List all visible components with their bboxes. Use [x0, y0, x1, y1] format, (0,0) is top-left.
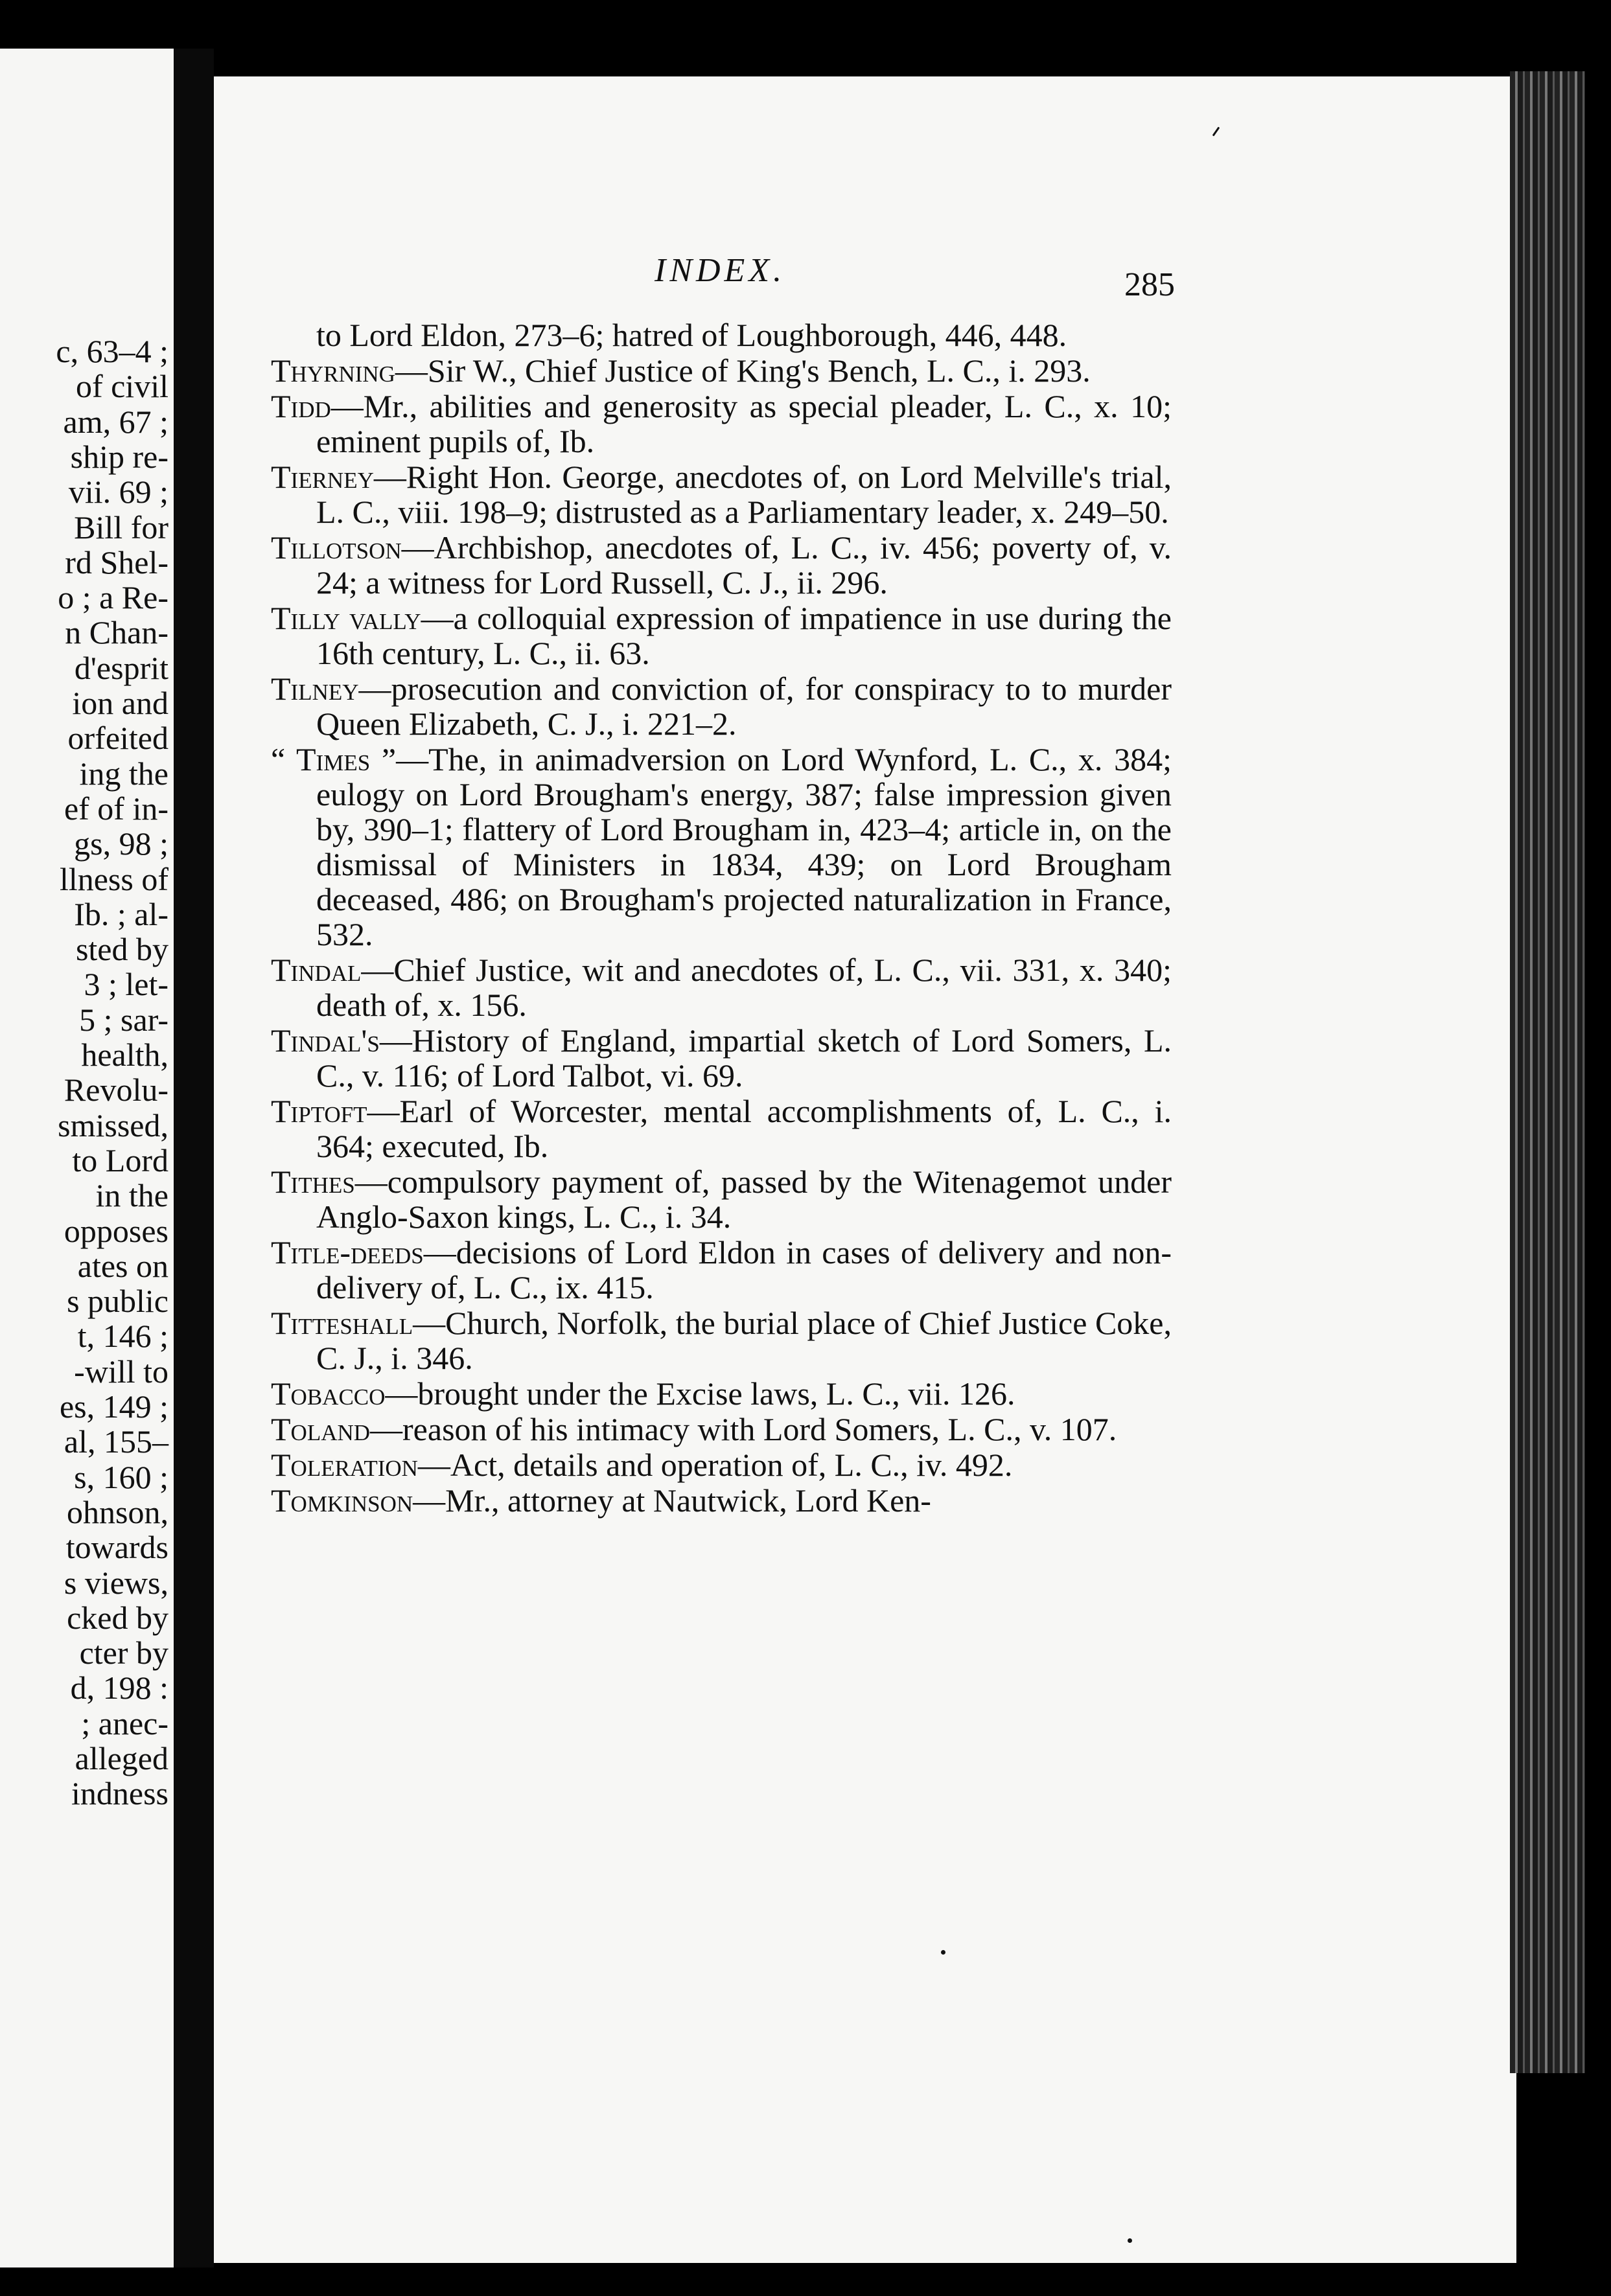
page-number: 285 — [1124, 266, 1175, 303]
entry-text: —Mr., abilities and generosity as special pleader, L. C., x. 10; eminent pupils of, Ib. — [316, 388, 1172, 459]
entry-headword: Title-deeds — [271, 1234, 424, 1270]
facing-page-line: o ; a Re- — [58, 579, 168, 616]
facing-page-line: d, 198 : — [70, 1670, 168, 1706]
entry-headword: Tobacco — [271, 1375, 386, 1412]
index-entry — [271, 1305, 1172, 1375]
index-entry — [271, 601, 1172, 671]
index-entry — [271, 1412, 1172, 1447]
facing-page-line: ef of in- — [64, 790, 168, 827]
entry-text: —Mr., attorney at Nautwick, Lord Ken- — [413, 1482, 931, 1519]
entry-text: —reason of his intimacy with Lord Somers, L. C., v. 107. — [370, 1411, 1117, 1447]
index-entry — [271, 389, 1172, 459]
print-speck — [941, 1950, 945, 1955]
facing-page-line: n Chan- — [65, 614, 168, 651]
print-speck — [1128, 2238, 1132, 2243]
entry-text: —Act, details and operation of, L. C., iv. 492. — [417, 1447, 1013, 1483]
facing-page-line: orfeited — [67, 720, 168, 757]
entry-headword: “ Times ” — [271, 741, 397, 777]
entry-headword: Thyrning — [271, 352, 395, 389]
entry-headword: Tierney — [271, 459, 374, 495]
facing-page-line: vii. 69 ; — [68, 474, 168, 511]
entry-text: —The, in animadversion on Lord Wynford, L. C., x. 384; eulogy on Lord Brougham's energy, 387; false impression given by, 390–1; flattery of Lord Brougham in, 423–4; article in, on the dismissal of Ministers in 1834, 439; on Lord Brougham deceased, 486; on Brougham's projected naturalization in France, 532. — [316, 741, 1172, 952]
facing-page-line: ion and — [72, 685, 168, 721]
book-gutter — [174, 49, 214, 2267]
entry-text: —a colloquial expression of impatience in use during the 16th century, L. C., ii. 63. — [316, 600, 1172, 671]
facing-page-line: s, 160 ; — [74, 1458, 168, 1495]
facing-page-line: health, — [81, 1037, 168, 1073]
entry-text: —brought under the Excise laws, L. C., vii. 126. — [385, 1375, 1015, 1412]
facing-page-line: gs, 98 ; — [74, 825, 168, 862]
facing-page-line: al, 155– — [64, 1423, 168, 1460]
facing-page-line: Revolu- — [64, 1072, 168, 1108]
entry-text: —Earl of Worcester, mental accomplishments of, L. C., i. 364; executed, Ib. — [316, 1093, 1172, 1164]
entry-text: to Lord Eldon, 273–6; hatred of Loughborough, 446, 448. — [316, 317, 1067, 353]
facing-page-line: of civil — [75, 368, 168, 405]
index-entry — [271, 952, 1172, 1022]
facing-page-line: smissed, — [58, 1107, 168, 1143]
entry-text: —Church, Norfolk, the burial place of Chief Justice Coke, C. J., i. 346. — [316, 1305, 1172, 1376]
entry-headword: Tomkinson — [271, 1482, 413, 1519]
index-entries — [271, 317, 1172, 1519]
facing-page-line: ates on — [77, 1247, 168, 1284]
entry-text: —History of England, impartial sketch of Lord Somers, L. C., v. 116; of Lord Talbot, vi. 69. — [316, 1022, 1172, 1094]
page-edges — [1510, 71, 1585, 2073]
entry-headword: Tiptoft — [271, 1093, 367, 1129]
facing-page-line: t, 146 ; — [77, 1318, 168, 1355]
index-entry — [271, 1023, 1172, 1093]
facing-page-line: llness of — [59, 860, 168, 897]
entry-headword: Toleration — [271, 1447, 418, 1483]
facing-page-line: ohnson, — [67, 1493, 168, 1530]
index-entry — [271, 1164, 1172, 1234]
facing-page-line: es, 149 ; — [59, 1388, 168, 1425]
index-entry — [271, 1094, 1172, 1164]
entry-text: —Sir W., Chief Justice of King's Bench, L. C., i. 293. — [395, 352, 1091, 389]
running-head: INDEX. — [655, 252, 786, 289]
entry-text: —compulsory payment of, passed by the Witenagemot under Anglo-Saxon kings, L. C., i. 34. — [316, 1164, 1172, 1235]
facing-page-fragment — [0, 49, 174, 2267]
facing-page-line: indness — [71, 1775, 168, 1812]
index-entry — [271, 1376, 1172, 1411]
entry-text: —Right Hon. George, anecdotes of, on Lord Melville's trial, L. C., viii. 198–9; distrusted as a Parliamentary leader, x. 249–50. — [316, 459, 1172, 530]
facing-page-line: sted by — [75, 931, 168, 968]
index-entry — [271, 353, 1172, 388]
index-entry — [271, 1235, 1172, 1305]
facing-page-line: alleged — [75, 1740, 168, 1776]
facing-page-line: cter by — [79, 1635, 168, 1671]
entry-headword: Tidd — [271, 388, 331, 424]
index-entry — [271, 317, 1172, 352]
entry-headword: Tindal's — [271, 1022, 380, 1059]
index-entry — [271, 1447, 1172, 1482]
entry-headword: Tithes — [271, 1164, 355, 1200]
entry-text: —prosecution and conviction of, for conspiracy to to murder Queen Elizabeth, C. J., i. 221–2. — [316, 671, 1172, 742]
facing-page-line: ship re- — [70, 438, 168, 475]
entry-headword: Tillotson — [271, 529, 402, 566]
facing-page-line: opposes — [64, 1212, 168, 1249]
facing-page-line: am, 67 ; — [63, 403, 168, 440]
facing-page-line: ; anec- — [81, 1705, 168, 1741]
index-entry — [271, 459, 1172, 529]
entry-headword: Titteshall — [271, 1305, 413, 1341]
entry-headword: Tilly vally — [271, 600, 421, 636]
facing-page-line: c, 63–4 ; — [56, 333, 168, 369]
facing-page-line: Ib. ; al- — [74, 895, 168, 932]
index-entry — [271, 742, 1172, 952]
facing-page-line: -will to — [74, 1353, 168, 1390]
entry-text: —decisions of Lord Eldon in cases of delivery and non-delivery of, L. C., ix. 415. — [316, 1234, 1172, 1305]
index-entry — [271, 671, 1172, 741]
facing-page-line: in the — [95, 1177, 168, 1214]
facing-page-line: Bill for — [74, 509, 168, 545]
facing-page-line: towards — [65, 1529, 168, 1566]
facing-page-line: cked by — [67, 1599, 168, 1636]
facing-page-line: to Lord — [72, 1142, 168, 1178]
facing-page-line: s views, — [64, 1564, 168, 1601]
entry-text: —Archbishop, anecdotes of, L. C., iv. 456; poverty of, v. 24; a witness for Lord Russell, C. J., ii. 296. — [316, 529, 1172, 601]
index-entry — [271, 1483, 1172, 1518]
facing-page-line: ing the — [79, 755, 168, 792]
entry-text: —Chief Justice, wit and anecdotes of, L. C., vii. 331, x. 340; death of, x. 156. — [316, 952, 1172, 1023]
facing-page-line: 3 ; let- — [84, 966, 168, 1003]
facing-page-line: rd Shel- — [65, 544, 168, 580]
facing-page-line: d'esprit — [74, 649, 168, 686]
index-entry — [271, 530, 1172, 600]
facing-page-line: s public — [67, 1283, 168, 1320]
entry-headword: Tilney — [271, 671, 359, 707]
entry-headword: Tindal — [271, 952, 362, 988]
facing-page-line: 5 ; sar- — [79, 1001, 168, 1038]
entry-headword: Toland — [271, 1411, 371, 1447]
